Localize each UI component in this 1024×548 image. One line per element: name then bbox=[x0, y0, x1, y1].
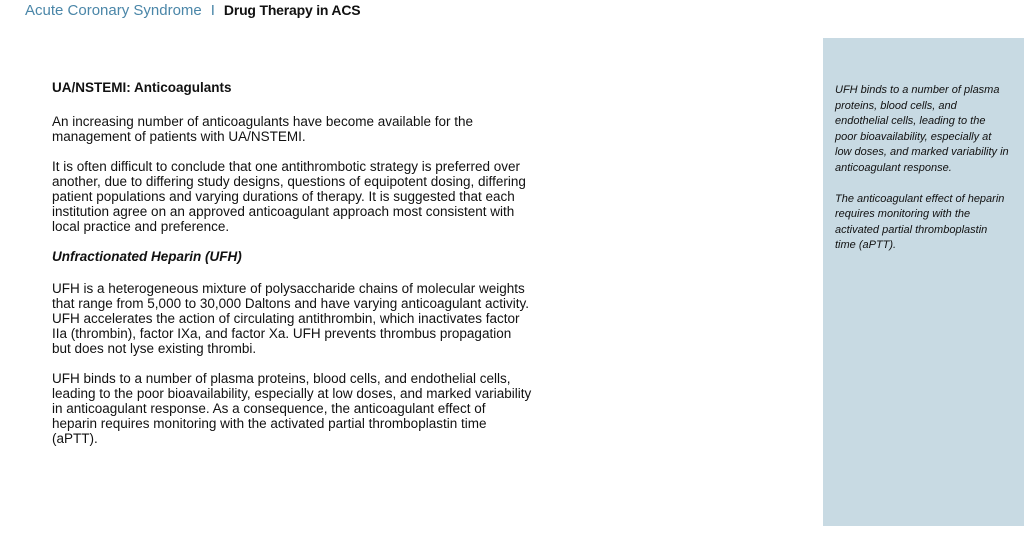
ufh-binding-paragraph: UFH binds to a number of plasma proteins, blood cells, and endothelial cells, leading to the poor bioavailability, especially at low doses, and marked variability in anticoagulant response. As a consequence, the anticoagulant effect of heparin requires monitoring with the activated partial thromboplastin time (aPTT). bbox=[52, 371, 532, 446]
sidebar-note-panel bbox=[823, 38, 1024, 526]
strategy-paragraph: It is often difficult to conclude that one antithrombotic strategy is preferred over another, due to differing study designs, questions of equipotent dosing, differing patient populations and varying durations of therapy. It is suggested that each institution agree on an approved anticoagulant approach most consistent with local practice and preference. bbox=[52, 159, 526, 234]
intro-paragraph: An increasing number of anticoagulants have become available for the management of patients with UA/NSTEMI. bbox=[52, 114, 474, 144]
ufh-description-paragraph: UFH is a heterogeneous mixture of polysaccharide chains of molecular weights that range from 5,000 to 30,000 Daltons and have varying anticoagulant activity. UFH accelerates the action of circulating antithrombin, which inactivates factor IIa (thrombin), factor IXa, and factor Xa. UFH prevents thrombus propagation but does not lyse existing thrombi. bbox=[52, 281, 530, 356]
main-content bbox=[52, 80, 532, 461]
slide-header bbox=[25, 0, 360, 20]
section-title: Drug Therapy in ACS bbox=[223, 2, 361, 18]
header-separator: I bbox=[210, 1, 215, 19]
sidebar-note-monitoring: The anticoagulant effect of heparin requires monitoring with the activated partial thromboplastin time (aPTT). bbox=[835, 192, 1005, 252]
course-title: Acute Coronary Syndrome bbox=[25, 1, 202, 19]
sidebar-note bbox=[835, 83, 1009, 269]
ufh-subheading: Unfractionated Heparin (UFH) bbox=[52, 249, 242, 264]
page-title: UA/NSTEMI: Anticoagulants bbox=[52, 80, 232, 95]
sidebar-note-bioavailability: UFH binds to a number of plasma proteins, blood cells, and endothelial cells, leading to the poor bioavailability, especially at low doses, and marked variability in anticoagulant response. bbox=[835, 84, 1009, 174]
